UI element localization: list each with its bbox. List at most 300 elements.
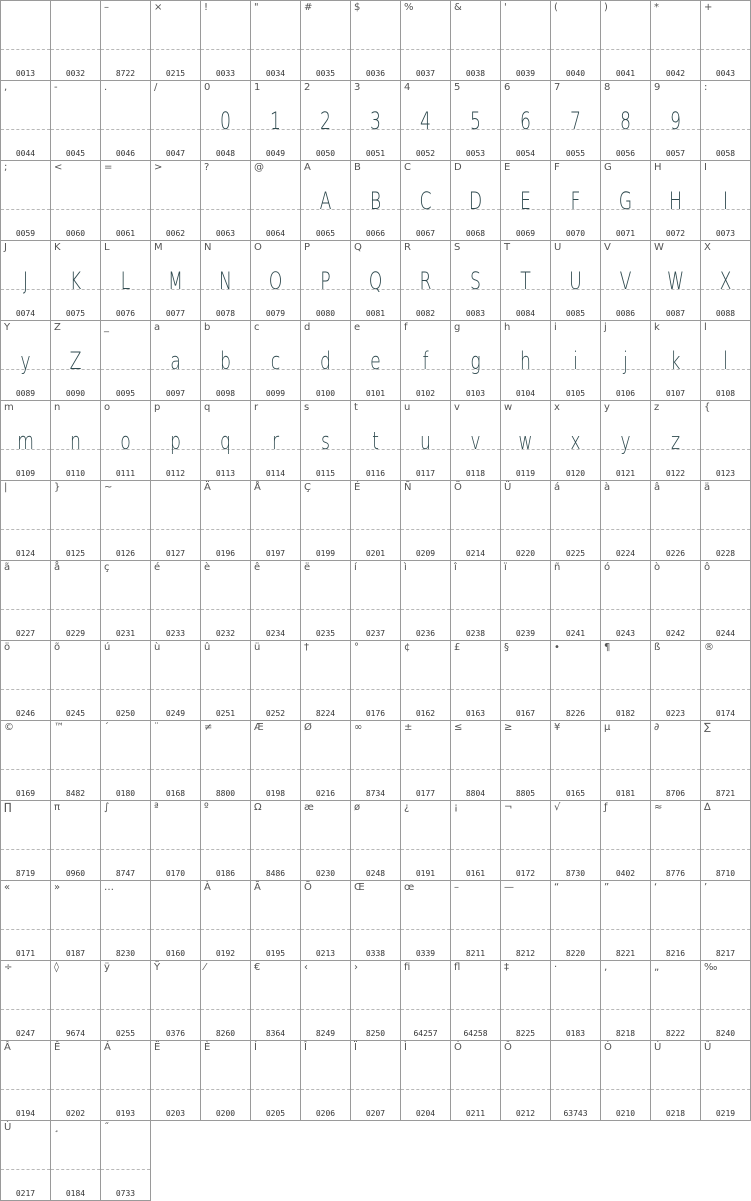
glyph-cell-label: x	[554, 402, 560, 413]
glyph-cell-0238[interactable]	[450, 560, 501, 641]
glyph-cell-code: 0047	[165, 149, 186, 158]
glyph-cell-0191[interactable]	[400, 800, 451, 881]
glyph-preview: l	[723, 347, 728, 375]
glyph-cell-code: 0053	[465, 149, 486, 158]
glyph-cell-0061[interactable]	[100, 160, 151, 241]
glyph-cell-0110[interactable]	[50, 400, 101, 481]
glyph-cell-0252[interactable]	[250, 640, 301, 721]
glyph-cell-8722[interactable]	[100, 0, 151, 81]
glyph-preview	[508, 985, 543, 1017]
glyph-cell-8776[interactable]	[650, 800, 701, 881]
glyph-cell-0209[interactable]	[400, 480, 451, 561]
glyph-cell-0232[interactable]	[200, 560, 251, 641]
glyph-cell-code: 0067	[415, 229, 436, 238]
glyph-cell-label: m	[4, 402, 14, 413]
glyph-preview	[108, 825, 143, 857]
glyph-cell-0081[interactable]	[350, 240, 401, 321]
glyph-cell-0246[interactable]	[0, 640, 51, 721]
glyph-cell-0194[interactable]	[0, 1040, 51, 1121]
glyph-cell-0067[interactable]	[400, 160, 451, 241]
glyph-cell-0058[interactable]	[700, 80, 751, 161]
glyph-cell-0227[interactable]	[0, 560, 51, 641]
glyph-preview: k	[670, 347, 681, 375]
glyph-cell-0095[interactable]	[100, 320, 151, 401]
glyph-cell-0233[interactable]	[150, 560, 201, 641]
glyph-cell-0210[interactable]	[600, 1040, 651, 1121]
glyph-cell-0220[interactable]	[500, 480, 551, 561]
glyph-cell-code: 8216	[665, 949, 686, 958]
glyph-cell-label: “	[554, 882, 560, 893]
glyph-cell-code: 0214	[465, 549, 486, 558]
glyph-cell-code: 0041	[615, 69, 636, 78]
glyph-cell-code: 0114	[265, 469, 286, 478]
glyph-cell-8486[interactable]	[250, 800, 301, 881]
glyph-cell-0376[interactable]	[150, 960, 201, 1041]
glyph-cell-0205[interactable]	[250, 1040, 301, 1121]
glyph-cell-label: k	[654, 322, 660, 333]
glyph-cell-0039[interactable]	[500, 0, 551, 81]
glyph-cell-0053[interactable]	[450, 80, 501, 161]
glyph-cell-0181[interactable]	[600, 720, 651, 801]
glyph-cell-0338[interactable]	[350, 880, 401, 961]
glyph-cell-label: ~	[104, 482, 113, 493]
glyph-cell-0196[interactable]	[200, 480, 251, 561]
glyph-cell-label: N	[204, 242, 212, 253]
glyph-cell-0073[interactable]	[700, 160, 751, 241]
glyph-cell-8364[interactable]	[250, 960, 301, 1041]
glyph-cell-0076[interactable]	[100, 240, 151, 321]
glyph-preview	[658, 505, 693, 537]
glyph-cell-code: 0048	[215, 149, 236, 158]
glyph-cell-0212[interactable]	[500, 1040, 551, 1121]
glyph-cell-8747[interactable]	[100, 800, 151, 881]
glyph-cell-0090[interactable]	[50, 320, 101, 401]
glyph-preview: B	[369, 187, 382, 215]
glyph-preview: u	[420, 427, 431, 455]
glyph-cell-label: ´	[104, 722, 109, 733]
glyph-cell-0078[interactable]	[200, 240, 251, 321]
glyph-cell-0201[interactable]	[350, 480, 401, 561]
glyph-cell-0113[interactable]	[200, 400, 251, 481]
glyph-cell-code: 0252	[265, 709, 286, 718]
glyph-cell-code: 0033	[215, 69, 236, 78]
glyph-cell-8805[interactable]	[500, 720, 551, 801]
glyph-cell-0075[interactable]	[50, 240, 101, 321]
glyph-cell-0101[interactable]	[350, 320, 401, 401]
glyph-cell-0088[interactable]	[700, 240, 751, 321]
glyph-cell-0106[interactable]	[600, 320, 651, 401]
glyph-cell-0040[interactable]	[550, 0, 601, 81]
glyph-cell-0048[interactable]	[200, 80, 251, 161]
glyph-cell-0082[interactable]	[400, 240, 451, 321]
glyph-preview	[458, 505, 493, 537]
glyph-cell-0207[interactable]	[350, 1040, 401, 1121]
glyph-preview	[708, 425, 743, 457]
glyph-cell-0160[interactable]	[150, 880, 201, 961]
glyph-cell-code: 0052	[415, 149, 436, 158]
glyph-cell-code: 0165	[565, 789, 586, 798]
glyph-cell-code: 0089	[15, 389, 36, 398]
glyph-preview: H	[668, 187, 682, 215]
glyph-cell-0042[interactable]	[650, 0, 701, 81]
glyph-cell-code: 0224	[615, 549, 636, 558]
glyph-cell-0046[interactable]	[100, 80, 151, 161]
glyph-cell-0013[interactable]	[0, 0, 51, 81]
glyph-cell-0037[interactable]	[400, 0, 451, 81]
glyph-cell-0176[interactable]	[350, 640, 401, 721]
glyph-cell-9674[interactable]	[50, 960, 101, 1041]
glyph-cell-0226[interactable]	[650, 480, 701, 561]
glyph-cell-0161[interactable]	[450, 800, 501, 881]
glyph-cell-0087[interactable]	[650, 240, 701, 321]
glyph-cell-0243[interactable]	[600, 560, 651, 641]
glyph-cell-label: ñ	[554, 562, 561, 573]
glyph-preview	[208, 1065, 243, 1097]
glyph-cell-0111[interactable]	[100, 400, 151, 481]
glyph-preview	[608, 505, 643, 537]
glyph-cell-code: 0249	[165, 709, 186, 718]
glyph-cell-8221[interactable]	[600, 880, 651, 961]
glyph-cell-0041[interactable]	[600, 0, 651, 81]
glyph-preview	[708, 1065, 743, 1097]
glyph-cell-0224[interactable]	[600, 480, 651, 561]
glyph-cell-0083[interactable]	[450, 240, 501, 321]
glyph-cell-0116[interactable]	[350, 400, 401, 481]
glyph-cell-0079[interactable]	[250, 240, 301, 321]
glyph-cell-0109[interactable]	[0, 400, 51, 481]
glyph-cell-0085[interactable]	[550, 240, 601, 321]
glyph-cell-label: {	[704, 402, 711, 413]
glyph-cell-0123[interactable]	[700, 400, 751, 481]
glyph-cell-0225[interactable]	[550, 480, 601, 561]
glyph-cell-0167[interactable]	[500, 640, 551, 721]
glyph-cell-0099[interactable]	[250, 320, 301, 401]
glyph-cell-8482[interactable]	[50, 720, 101, 801]
glyph-cell-0120[interactable]	[550, 400, 601, 481]
glyph-cell-label: ≤	[454, 722, 463, 733]
glyph-cell-code: 0120	[565, 469, 586, 478]
glyph-cell-0045[interactable]	[50, 80, 101, 161]
glyph-cell-0244[interactable]	[700, 560, 751, 641]
glyph-cell-0170[interactable]	[150, 800, 201, 881]
glyph-cell-0218[interactable]	[650, 1040, 701, 1121]
glyph-cell-8240[interactable]	[700, 960, 751, 1041]
glyph-cell-0250[interactable]	[100, 640, 151, 721]
glyph-cell-0171[interactable]	[0, 880, 51, 961]
glyph-cell-0193[interactable]	[100, 1040, 151, 1121]
glyph-cell-code: 0230	[315, 869, 336, 878]
glyph-cell-0064[interactable]	[250, 160, 301, 241]
glyph-cell-0198[interactable]	[250, 720, 301, 801]
glyph-cell-0121[interactable]	[600, 400, 651, 481]
glyph-cell-0124[interactable]	[0, 480, 51, 561]
glyph-cell-label: %	[404, 2, 414, 13]
glyph-cell-label: n	[54, 402, 61, 413]
glyph-cell-label: *	[654, 2, 659, 13]
glyph-cell-8230[interactable]	[100, 880, 151, 961]
glyph-cell-0050[interactable]	[300, 80, 351, 161]
glyph-cell-label: ø	[354, 802, 361, 813]
glyph-preview	[658, 745, 693, 777]
glyph-cell-0203[interactable]	[150, 1040, 201, 1121]
glyph-cell-0195[interactable]	[250, 880, 301, 961]
glyph-cell-0107[interactable]	[650, 320, 701, 401]
glyph-cell-0255[interactable]	[100, 960, 151, 1041]
glyph-cell-0211[interactable]	[450, 1040, 501, 1121]
glyph-cell-0215[interactable]	[150, 0, 201, 81]
glyph-preview	[358, 585, 393, 617]
glyph-cell-0060[interactable]	[50, 160, 101, 241]
glyph-cell-0200[interactable]	[200, 1040, 251, 1121]
glyph-cell-0162[interactable]	[400, 640, 451, 721]
glyph-cell-0104[interactable]	[500, 320, 551, 401]
glyph-cell-0044[interactable]	[0, 80, 51, 161]
glyph-cell-8719[interactable]	[0, 800, 51, 881]
glyph-cell-0105[interactable]	[550, 320, 601, 401]
glyph-cell-label: è	[204, 562, 211, 573]
glyph-cell-0065[interactable]	[300, 160, 351, 241]
glyph-cell-0202[interactable]	[50, 1040, 101, 1121]
glyph-cell-0216[interactable]	[300, 720, 351, 801]
glyph-cell-0049[interactable]	[250, 80, 301, 161]
glyph-cell-0197[interactable]	[250, 480, 301, 561]
glyph-cell-0241[interactable]	[550, 560, 601, 641]
glyph-cell-0112[interactable]	[150, 400, 201, 481]
glyph-cell-0115[interactable]	[300, 400, 351, 481]
glyph-cell-0172[interactable]	[500, 800, 551, 881]
glyph-cell-label: "	[254, 2, 259, 13]
glyph-cell-0033[interactable]	[200, 0, 251, 81]
glyph-cell-label: Ì	[404, 1042, 407, 1053]
glyph-preview: x	[570, 427, 581, 455]
glyph-cell-0100[interactable]	[300, 320, 351, 401]
glyph-cell-0059[interactable]	[0, 160, 51, 241]
glyph-cell-0236[interactable]	[400, 560, 451, 641]
glyph-cell-label: 6	[504, 82, 511, 93]
glyph-preview	[608, 665, 643, 697]
glyph-cell-0230[interactable]	[300, 800, 351, 881]
glyph-cell-0234[interactable]	[250, 560, 301, 641]
glyph-cell-0733[interactable]	[100, 1120, 151, 1201]
glyph-cell-0180[interactable]	[100, 720, 151, 801]
glyph-cell-8212[interactable]	[500, 880, 551, 961]
glyph-preview: a	[170, 347, 181, 375]
glyph-cell-label: a	[154, 322, 161, 333]
glyph-cell-0122[interactable]	[650, 400, 701, 481]
glyph-cell-8220[interactable]	[550, 880, 601, 961]
glyph-cell-code: 0195	[265, 949, 286, 958]
glyph-preview	[208, 665, 243, 697]
glyph-cell-0247[interactable]	[0, 960, 51, 1041]
glyph-cell-0057[interactable]	[650, 80, 701, 161]
glyph-cell-0187[interactable]	[50, 880, 101, 961]
glyph-cell-code: 8719	[15, 869, 36, 878]
glyph-cell-8217[interactable]	[700, 880, 751, 961]
glyph-cell-0174[interactable]	[700, 640, 751, 721]
glyph-cell-label: –	[454, 882, 459, 893]
glyph-cell-label: é	[154, 562, 161, 573]
glyph-cell-0036[interactable]	[350, 0, 401, 81]
glyph-cell-0960[interactable]	[50, 800, 101, 881]
glyph-cell-0223[interactable]	[650, 640, 701, 721]
glyph-cell-0168[interactable]	[150, 720, 201, 801]
glyph-cell-0186[interactable]	[200, 800, 251, 881]
glyph-cell-0204[interactable]	[400, 1040, 451, 1121]
glyph-cell-0228[interactable]	[700, 480, 751, 561]
glyph-cell-code: 0059	[15, 229, 36, 238]
glyph-cell-0098[interactable]	[200, 320, 251, 401]
glyph-cell-0043[interactable]	[700, 0, 751, 81]
glyph-cell-code: 0103	[465, 389, 486, 398]
glyph-cell-0184[interactable]	[50, 1120, 101, 1201]
glyph-cell-0248[interactable]	[350, 800, 401, 881]
glyph-cell-0231[interactable]	[100, 560, 151, 641]
glyph-cell-0068[interactable]	[450, 160, 501, 241]
glyph-cell-0206[interactable]	[300, 1040, 351, 1121]
glyph-cell-0183[interactable]	[550, 960, 601, 1041]
glyph-cell-0074[interactable]	[0, 240, 51, 321]
glyph-cell-0071[interactable]	[600, 160, 651, 241]
glyph-cell-8249[interactable]	[300, 960, 351, 1041]
glyph-cell-8260[interactable]	[200, 960, 251, 1041]
glyph-cell-0127[interactable]	[150, 480, 201, 561]
glyph-cell-0125[interactable]	[50, 480, 101, 561]
glyph-cell-code: 8240	[715, 1029, 736, 1038]
glyph-cell-0108[interactable]	[700, 320, 751, 401]
glyph-preview	[708, 665, 743, 697]
glyph-cell-8800[interactable]	[200, 720, 251, 801]
glyph-cell-0239[interactable]	[500, 560, 551, 641]
glyph-cell-label: T	[504, 242, 511, 253]
glyph-cell-0192[interactable]	[200, 880, 251, 961]
glyph-cell-code: 0223	[665, 709, 686, 718]
glyph-cell-8226[interactable]	[550, 640, 601, 721]
glyph-cell-0214[interactable]	[450, 480, 501, 561]
glyph-cell-0086[interactable]	[600, 240, 651, 321]
glyph-cell-0229[interactable]	[50, 560, 101, 641]
glyph-cell-label: Ù	[4, 1122, 12, 1133]
glyph-cell-label: ©	[4, 722, 14, 733]
glyph-cell-0080[interactable]	[300, 240, 351, 321]
glyph-preview	[208, 985, 243, 1017]
glyph-cell-0056[interactable]	[600, 80, 651, 161]
glyph-cell-0054[interactable]	[500, 80, 551, 161]
glyph-cell-0219[interactable]	[700, 1040, 751, 1121]
glyph-cell-0055[interactable]	[550, 80, 601, 161]
glyph-cell-code: 0051	[365, 149, 386, 158]
glyph-cell-0242[interactable]	[650, 560, 701, 641]
glyph-cell-0217[interactable]	[0, 1120, 51, 1201]
glyph-cell-0249[interactable]	[150, 640, 201, 721]
glyph-cell-0163[interactable]	[450, 640, 501, 721]
glyph-cell-0213[interactable]	[300, 880, 351, 961]
glyph-preview	[8, 1145, 43, 1177]
glyph-cell-0114[interactable]	[250, 400, 301, 481]
glyph-cell-0237[interactable]	[350, 560, 401, 641]
glyph-cell-0052[interactable]	[400, 80, 451, 161]
glyph-cell-0097[interactable]	[150, 320, 201, 401]
glyph-cell-0177[interactable]	[400, 720, 451, 801]
glyph-cell-8224[interactable]	[300, 640, 351, 721]
glyph-cell-8710[interactable]	[700, 800, 751, 881]
glyph-cell-0077[interactable]	[150, 240, 201, 321]
glyph-cell-8706[interactable]	[650, 720, 701, 801]
glyph-cell-label: Ë	[154, 1042, 161, 1053]
glyph-cell-64258[interactable]	[450, 960, 501, 1041]
glyph-cell-code: 0251	[215, 709, 236, 718]
glyph-cell-0182[interactable]	[600, 640, 651, 721]
glyph-cell-0339[interactable]	[400, 880, 451, 961]
glyph-cell-0199[interactable]	[300, 480, 351, 561]
glyph-cell-label: d	[304, 322, 311, 333]
glyph-cell-8211[interactable]	[450, 880, 501, 961]
glyph-cell-0070[interactable]	[550, 160, 601, 241]
glyph-cell-label: ﬁ	[404, 962, 411, 973]
glyph-preview	[708, 105, 743, 137]
glyph-cell-8222[interactable]	[650, 960, 701, 1041]
glyph-cell-0063[interactable]	[200, 160, 251, 241]
glyph-cell-64257[interactable]	[400, 960, 451, 1041]
glyph-cell-8250[interactable]	[350, 960, 401, 1041]
glyph-preview	[508, 905, 543, 937]
glyph-cell-code: 0102	[415, 389, 436, 398]
glyph-cell-label: _	[104, 322, 109, 333]
glyph-cell-code: 0013	[15, 69, 36, 78]
glyph-cell-0119[interactable]	[500, 400, 551, 481]
glyph-cell-8225[interactable]	[500, 960, 551, 1041]
glyph-cell-label: A	[304, 162, 311, 173]
glyph-cell-0051[interactable]	[350, 80, 401, 161]
glyph-preview	[408, 665, 443, 697]
glyph-cell-0251[interactable]	[200, 640, 251, 721]
glyph-cell-0038[interactable]	[450, 0, 501, 81]
glyph-cell-0084[interactable]	[500, 240, 551, 321]
glyph-cell-8216[interactable]	[650, 880, 701, 961]
glyph-cell-0245[interactable]	[50, 640, 101, 721]
glyph-cell-8721[interactable]	[700, 720, 751, 801]
glyph-cell-0235[interactable]	[300, 560, 351, 641]
glyph-cell-code: 63743	[563, 1109, 588, 1118]
glyph-cell-label: û	[204, 642, 211, 653]
glyph-cell-0089[interactable]	[0, 320, 51, 401]
glyph-cell-code: 0176	[365, 709, 386, 718]
glyph-cell-63743[interactable]	[550, 1040, 601, 1121]
glyph-cell-8730[interactable]	[550, 800, 601, 881]
glyph-cell-0402[interactable]	[600, 800, 651, 881]
glyph-cell-code: 8486	[265, 869, 286, 878]
glyph-cell-0126[interactable]	[100, 480, 151, 561]
glyph-cell-0165[interactable]	[550, 720, 601, 801]
glyph-cell-0032[interactable]	[50, 0, 101, 81]
glyph-cell-8734[interactable]	[350, 720, 401, 801]
glyph-cell-0034[interactable]	[250, 0, 301, 81]
glyph-cell-0035[interactable]	[300, 0, 351, 81]
glyph-cell-code: 0081	[365, 309, 386, 318]
glyph-cell-code: 8222	[665, 1029, 686, 1038]
glyph-cell-0117[interactable]	[400, 400, 451, 481]
glyph-cell-0103[interactable]	[450, 320, 501, 401]
glyph-cell-0169[interactable]	[0, 720, 51, 801]
glyph-cell-0118[interactable]	[450, 400, 501, 481]
glyph-cell-0069[interactable]	[500, 160, 551, 241]
glyph-cell-0062[interactable]	[150, 160, 201, 241]
glyph-cell-0102[interactable]	[400, 320, 451, 401]
glyph-cell-8218[interactable]	[600, 960, 651, 1041]
glyph-cell-8804[interactable]	[450, 720, 501, 801]
glyph-cell-0072[interactable]	[650, 160, 701, 241]
glyph-cell-0066[interactable]	[350, 160, 401, 241]
glyph-cell-0047[interactable]	[150, 80, 201, 161]
